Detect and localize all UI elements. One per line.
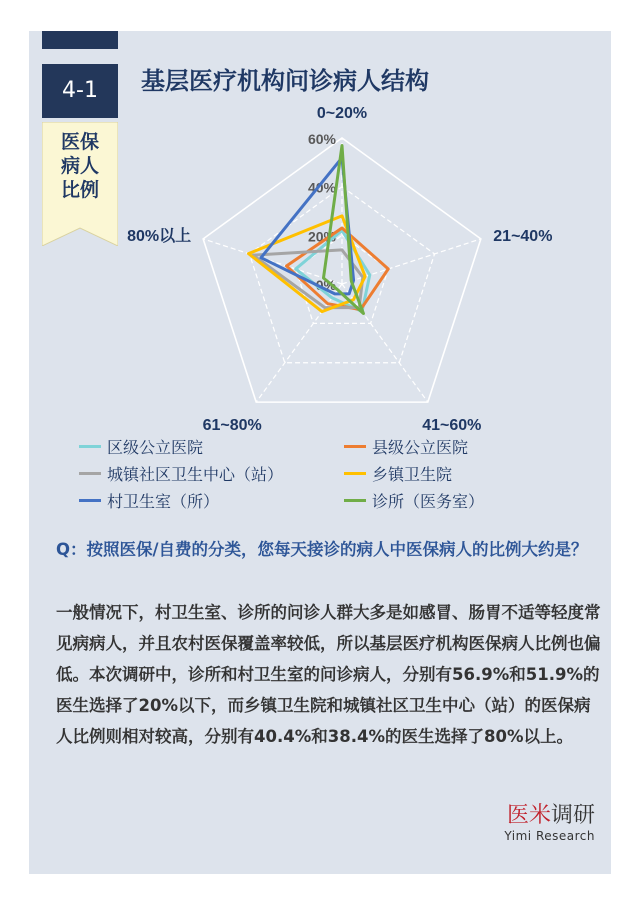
legend-item — [79, 435, 203, 457]
page-title: 基层医疗机构问诊病人结构 — [141, 67, 429, 95]
brand-name — [485, 803, 595, 829]
brand-logo — [485, 803, 595, 843]
r-tick-label: 60% — [307, 131, 336, 147]
page-panel — [29, 31, 611, 874]
section-tag-line: 病人 — [60, 155, 99, 177]
axis-label: 61~80% — [202, 417, 262, 431]
legend-swatch — [79, 499, 101, 502]
legend-item — [344, 462, 452, 484]
legend-label: 诊所（医务室） — [372, 491, 485, 511]
legend-item — [79, 489, 219, 511]
axis-label: 0~20% — [316, 105, 368, 122]
axis-label: 41~60% — [422, 417, 482, 431]
legend-item — [344, 435, 468, 457]
legend-item — [79, 462, 283, 484]
legend-label: 城镇社区卫生中心（站） — [107, 464, 284, 484]
legend-label: 村卫生室（所） — [107, 491, 220, 511]
legend-label: 区级公立医院 — [107, 437, 204, 457]
legend-swatch — [344, 472, 366, 475]
grid-spoke — [256, 284, 342, 402]
question-text: Q：按照医保/自费的分类，您每天接诊的病人中医保病人的比例大约是？ — [56, 540, 588, 559]
legend-swatch — [79, 472, 101, 475]
legend-swatch — [344, 499, 366, 502]
legend-label: 县级公立医院 — [372, 437, 469, 457]
legend-swatch — [344, 445, 366, 448]
section-tag-line: 比例 — [60, 179, 99, 201]
section-number: 4-1 — [42, 64, 118, 118]
grid-spoke — [342, 284, 428, 402]
legend-item — [344, 489, 484, 511]
r-tick-label: 20% — [307, 228, 336, 245]
brand-name-red: 医米 — [506, 803, 551, 828]
r-tick-label: 40% — [307, 179, 336, 196]
section-tag-line: 医保 — [60, 131, 99, 153]
axis-label: 80%以上 — [127, 227, 192, 245]
legend-label: 乡镇卫生院 — [372, 464, 453, 484]
radar-chart — [29, 31, 611, 431]
brand-english: Yimi Research — [504, 829, 595, 843]
answer-paragraph: 一般情况下，村卫生室、诊所的问诊人群大多是如感冒、肠胃不适等轻度常见病病人，并且农村医保覆盖率较低，所以基层医疗机构医保病人比例也偏低。本次调研中，诊所和村卫生室的问诊病人，分别有56.9%和51.9%的医生选择了20%以下，而乡镇卫生院和城镇社区卫生中心（站）的医保病人比例则相对较高，分别有40.4%和38.4%的医生选择了80%以上。 — [56, 603, 601, 746]
axis-label: 21~40% — [493, 227, 553, 245]
brand-name-dark: 调研 — [550, 803, 595, 828]
r-tick-label: 0% — [315, 277, 336, 293]
legend-swatch — [79, 445, 101, 448]
